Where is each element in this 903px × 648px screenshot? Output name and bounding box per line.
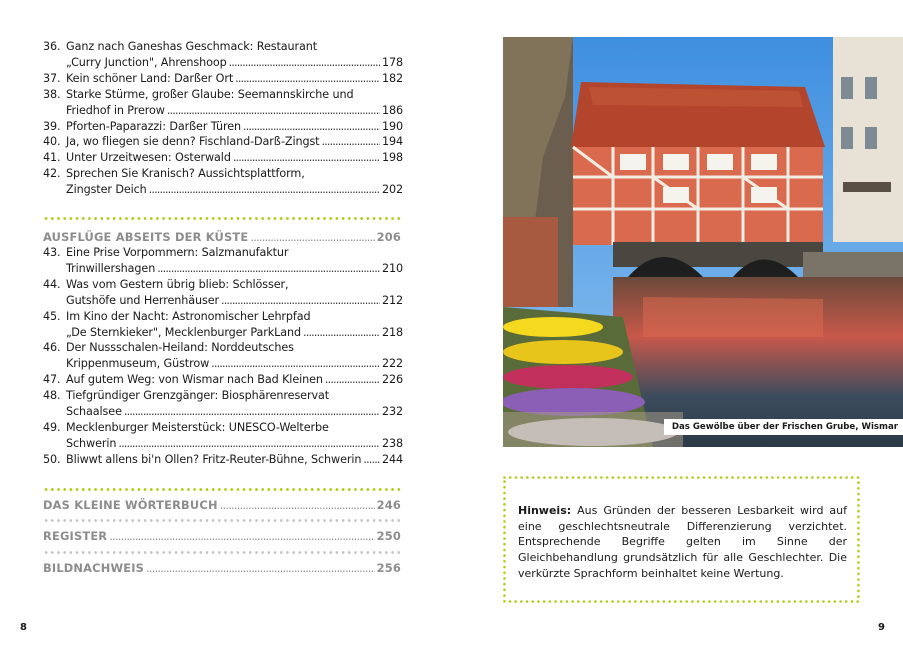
- entry-title: Mecklenburger Meisterstück: UNESCO-Welterbe: [66, 420, 329, 434]
- entry-line: [66, 134, 403, 150]
- entry-title: Schaalsee: [66, 405, 122, 419]
- entry-body: [66, 71, 403, 87]
- gray-dotted-divider: [43, 519, 401, 522]
- entry-number: 48.: [43, 389, 61, 403]
- entry-page: 244: [381, 452, 403, 466]
- entry-page: 210: [381, 261, 403, 275]
- entry-line: [66, 372, 403, 388]
- entry-title: Pforten-Paparazzi: Darßer Türen: [66, 119, 241, 133]
- entry-page: 232: [381, 405, 403, 419]
- entry-line: [66, 277, 403, 293]
- dot-leader: [146, 560, 375, 576]
- entry-line: [66, 436, 403, 452]
- entry-body: [66, 340, 403, 372]
- photo-wismar: [503, 37, 903, 447]
- entry-body: [66, 166, 403, 198]
- entry-line: [66, 166, 403, 182]
- photo-caption: Das Gewölbe über der Frischen Grube, Wismar: [664, 419, 903, 435]
- dot-leader: [229, 55, 380, 71]
- toc-entry[interactable]: [43, 372, 403, 388]
- entry-page: 178: [381, 55, 403, 69]
- entry-line: [66, 261, 403, 277]
- section-page: 206: [376, 230, 401, 244]
- dot-leader: [325, 372, 380, 388]
- entry-title: Unter Urzeitwesen: Osterwald: [66, 151, 231, 165]
- toc-entry[interactable]: [43, 71, 403, 87]
- entry-body: [66, 245, 403, 277]
- entry-title: Starke Stürme, großer Glaube: Seemannskirche und: [66, 87, 354, 101]
- note-body: Aus Gründen der besseren Lesbarkeit wird auf eine geschlechtsneutrale Differenzierung verzichtet. Entsprechende Begriffe gelten im Sinne der Gleichbehandlung grundsätzlich für alle Geschlechter. Die verkürzte Sprachform beinhaltet keine Wertung.: [518, 504, 847, 580]
- toc-entries-coast: [43, 39, 403, 198]
- dot-leader: [118, 436, 380, 452]
- toc-entry[interactable]: [43, 166, 403, 198]
- entry-number: 50.: [43, 452, 61, 466]
- entry-title: Was vom Gestern übrig blieb: Schlösser,: [66, 277, 289, 291]
- entry-page: 238: [381, 436, 403, 450]
- entry-line: [66, 325, 403, 341]
- note-label: Hinweis:: [518, 504, 572, 517]
- entry-number: 42.: [43, 167, 61, 181]
- entry-title: Krippenmuseum, Güstrow: [66, 357, 210, 371]
- entry-number: 36.: [43, 40, 61, 53]
- toc-entry[interactable]: [43, 452, 403, 468]
- dot-leader: [220, 497, 375, 513]
- entry-number: 39.: [43, 119, 61, 133]
- entry-line: [66, 309, 403, 325]
- toc-section-excursions[interactable]: [43, 229, 401, 245]
- entry-title: Gutshöfe und Herrenhäuser: [66, 293, 219, 307]
- entry-number: 40.: [43, 135, 61, 149]
- dot-leader: [157, 261, 380, 277]
- right-page: [452, 0, 903, 648]
- toc-entries-excursions: [43, 245, 403, 468]
- entry-body: [66, 150, 403, 166]
- section-title: AUSFLÜGE ABSEITS DER KÜSTE: [43, 230, 249, 244]
- photo-illustration: [503, 37, 903, 447]
- entry-body: [66, 309, 403, 341]
- dot-leader: [109, 528, 374, 544]
- dot-leader: [235, 71, 380, 87]
- entry-page: 218: [381, 325, 403, 339]
- dot-leader: [211, 356, 380, 372]
- entry-body: [66, 134, 403, 150]
- entry-line: [66, 103, 403, 119]
- entry-body: [66, 119, 403, 135]
- section-title: REGISTER: [43, 529, 108, 543]
- entry-line: [66, 182, 403, 198]
- toc-section-register[interactable]: [43, 528, 401, 544]
- entry-line: [66, 71, 403, 87]
- entry-title: Trinwillershagen: [66, 261, 156, 275]
- entry-title: Bliwwt allens bi'n Ollen? Fritz-Reuter-Bühne, Schwerin: [66, 452, 362, 466]
- entry-body: [66, 452, 403, 468]
- entry-title: Friedhof in Prerow: [66, 103, 165, 117]
- toc-entry[interactable]: [43, 119, 403, 135]
- section-page: 250: [376, 529, 401, 543]
- toc-entry[interactable]: [43, 309, 403, 341]
- entry-line: [66, 39, 403, 55]
- entry-body: [66, 277, 403, 309]
- entry-number: 49.: [43, 420, 61, 434]
- entry-line: [66, 293, 403, 309]
- entry-page: 190: [381, 119, 403, 133]
- toc-entry[interactable]: [43, 39, 403, 71]
- entry-title: Im Kino der Nacht: Astronomischer Lehrpfad: [66, 309, 311, 323]
- entry-title: „De Sternkieker", Mecklenburger ParkLand: [66, 325, 302, 339]
- entry-title: Der Nussschalen-Heiland: Norddeutsches: [66, 341, 294, 355]
- entry-line: [66, 340, 403, 356]
- section-page: 256: [376, 561, 401, 575]
- entry-line: [66, 356, 403, 372]
- entry-page: 202: [381, 183, 403, 197]
- note-box: [503, 476, 860, 603]
- entry-number: 37.: [43, 71, 61, 85]
- entry-title: Ja, wo fliegen sie denn? Fischland-Darß-Zingst: [66, 135, 320, 149]
- page-number-right: 9: [878, 622, 885, 633]
- entry-title: Kein schöner Land: Darßer Ort: [66, 71, 234, 85]
- toc-entry[interactable]: [43, 134, 403, 150]
- dot-leader: [149, 182, 380, 198]
- entry-page: 212: [381, 293, 403, 307]
- entry-number: 43.: [43, 246, 61, 259]
- toc-entry[interactable]: [43, 420, 403, 452]
- dot-leader: [233, 150, 380, 166]
- green-dotted-divider: [43, 217, 401, 220]
- dot-leader: [250, 229, 374, 245]
- entry-line: [66, 150, 403, 166]
- entry-page: 222: [381, 357, 403, 371]
- entry-line: [66, 55, 403, 71]
- toc-entry[interactable]: [43, 388, 403, 420]
- entry-body: [66, 372, 403, 388]
- toc-entry[interactable]: [43, 87, 403, 119]
- toc-entry[interactable]: [43, 150, 403, 166]
- entry-body: [66, 87, 403, 119]
- toc-section-dictionary[interactable]: [43, 497, 401, 513]
- entry-title: Zingster Deich: [66, 183, 147, 197]
- toc-entry[interactable]: [43, 340, 403, 372]
- toc-section-credits[interactable]: [43, 560, 401, 576]
- green-dotted-divider: [43, 488, 401, 491]
- entry-title: Tiefgründiger Grenzgänger: Biosphärenreservat: [66, 389, 330, 403]
- dot-leader: [167, 103, 380, 119]
- entry-number: 47.: [43, 373, 61, 387]
- entry-line: [66, 404, 403, 420]
- entry-line: [66, 119, 403, 135]
- entry-body: [66, 420, 403, 452]
- entry-body: [66, 39, 403, 71]
- section-title: DAS KLEINE WÖRTERBUCH: [43, 498, 218, 512]
- section-title: BILDNACHWEIS: [43, 561, 145, 575]
- entry-number: 45.: [43, 309, 61, 323]
- entry-number: 46.: [43, 341, 61, 355]
- dot-leader: [321, 134, 379, 150]
- dot-leader: [124, 404, 380, 420]
- dot-leader: [243, 119, 380, 135]
- entry-page: 194: [381, 135, 403, 149]
- entry-page: 186: [381, 103, 403, 117]
- entry-page: 182: [381, 71, 403, 85]
- dot-leader: [303, 325, 380, 341]
- entry-title: Sprechen Sie Kranisch? Aussichtsplattform,: [66, 167, 305, 181]
- section-page: 246: [376, 498, 401, 512]
- dot-leader: [363, 452, 380, 468]
- entry-number: 41.: [43, 151, 61, 165]
- entry-body: [66, 388, 403, 420]
- entry-line: [66, 245, 403, 261]
- toc-entry[interactable]: [43, 277, 403, 309]
- note-text: [518, 503, 847, 582]
- entry-title: Schwerin: [66, 436, 117, 450]
- entry-title: Ganz nach Ganeshas Geschmack: Restaurant: [66, 40, 318, 53]
- entry-title: „Curry Junction", Ahrenshoop: [66, 55, 227, 69]
- toc-entry[interactable]: [43, 245, 403, 277]
- entry-line: [66, 87, 403, 103]
- entry-line: [66, 452, 403, 468]
- entry-page: 198: [381, 151, 403, 165]
- entry-number: 38.: [43, 87, 61, 101]
- entry-page: 226: [381, 373, 403, 387]
- page-number-left: 8: [20, 622, 27, 633]
- entry-line: [66, 388, 403, 404]
- entry-line: [66, 420, 403, 436]
- gray-dotted-divider: [43, 551, 401, 554]
- entry-title: Eine Prise Vorpommern: Salzmanufaktur: [66, 246, 289, 259]
- dot-leader: [221, 293, 380, 309]
- entry-title: Auf gutem Weg: von Wismar nach Bad Kleinen: [66, 373, 323, 387]
- entry-number: 44.: [43, 277, 61, 291]
